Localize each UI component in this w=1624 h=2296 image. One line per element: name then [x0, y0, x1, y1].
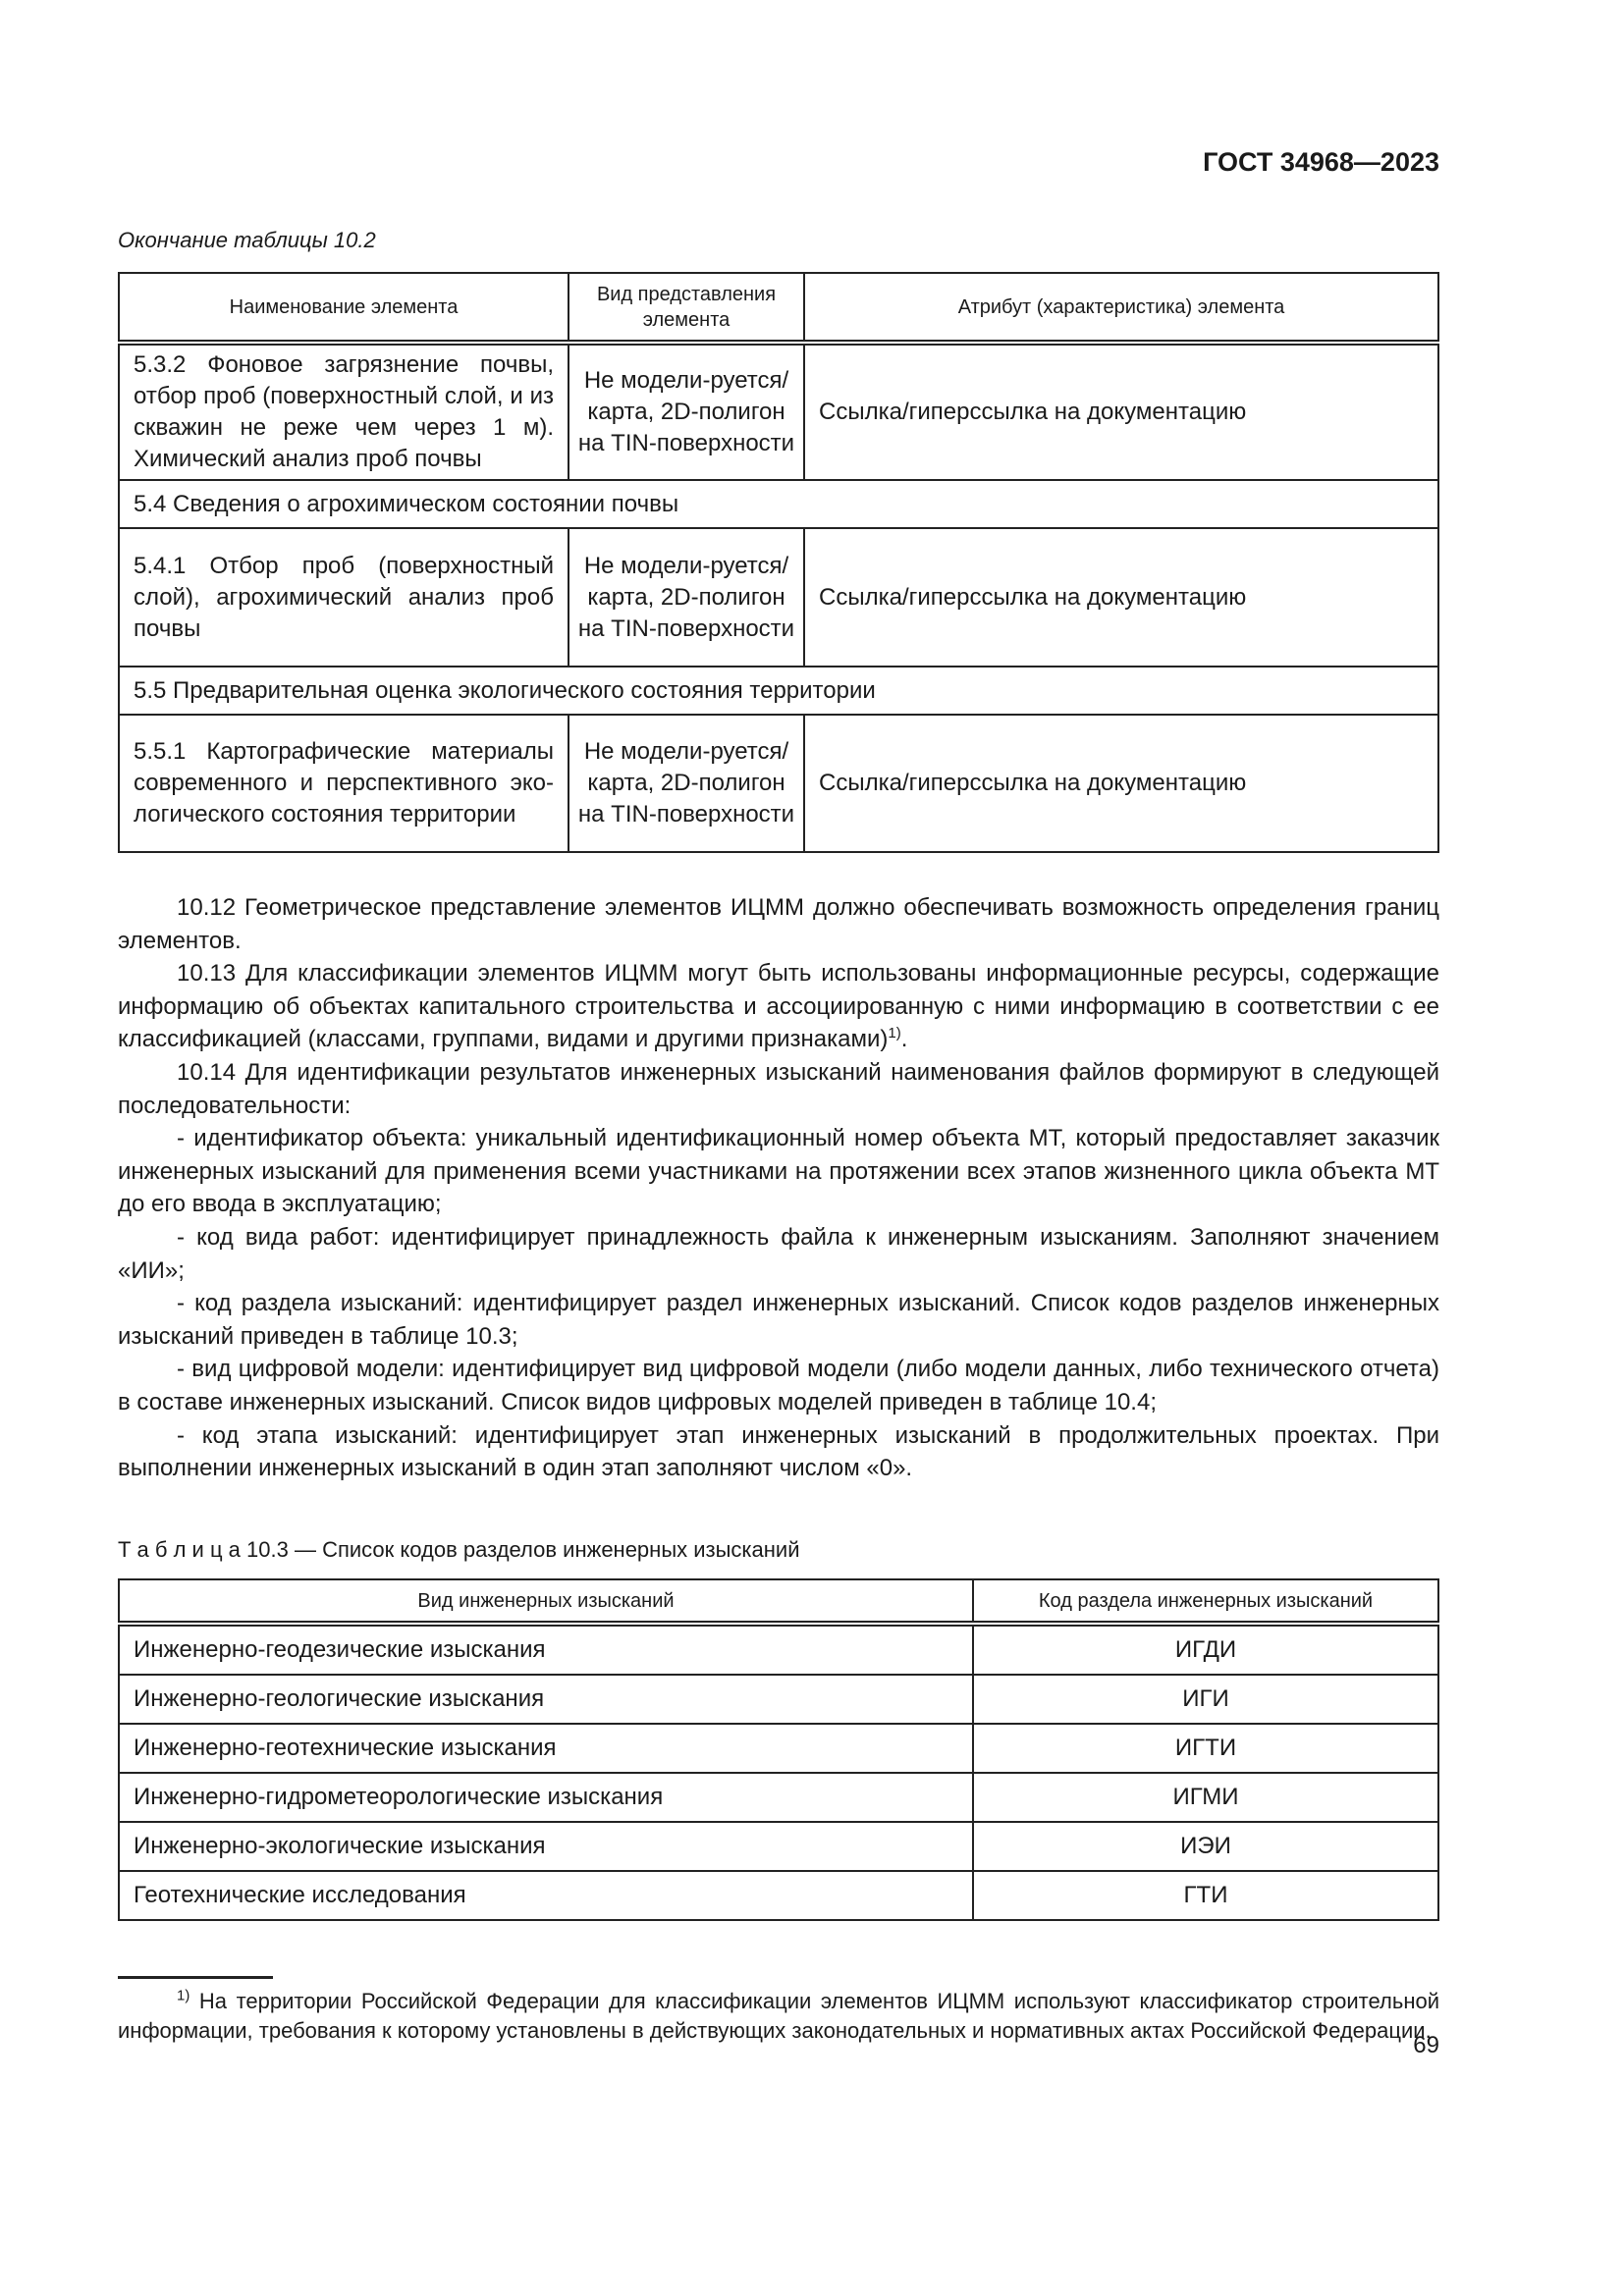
- survey-type: Инженерно-геологические изыскания: [119, 1675, 973, 1724]
- footnote-mark: 1): [177, 1987, 190, 2004]
- table-row: [119, 1724, 1438, 1773]
- footnote-text: На территории Российской Федерации для классификации элементов ИЦММ используют классификатор строительной информации, требования к которому установлены в действующих законодательных и нормативных актах Российской Федерации.: [118, 1989, 1439, 2043]
- footnote-reference[interactable]: 1): [888, 1025, 901, 1042]
- survey-code: ИГДИ: [973, 1624, 1438, 1675]
- column-header: Вид представления элемента: [568, 273, 804, 343]
- table-row: [119, 1624, 1438, 1675]
- section-row: [119, 667, 1438, 715]
- document-header: ГОСТ 34968—2023: [1203, 147, 1439, 177]
- paragraph: [118, 957, 1439, 1056]
- element-attribute: Ссылка/гиперссылка на документацию: [804, 343, 1438, 480]
- table-row: [119, 1773, 1438, 1822]
- paragraph-end: .: [900, 1026, 908, 1053]
- table-row: [119, 1871, 1438, 1920]
- element-name: 5.3.2 Фоновое загрязнение почвы, отбор проб (поверхностный слой, и из скважин не реже чем через 1 м). Химический анализ проб почвы: [119, 343, 568, 480]
- element-attribute: Ссылка/гиперссылка на документацию: [804, 715, 1438, 852]
- survey-type: Инженерно-экологические изыскания: [119, 1822, 973, 1871]
- survey-type: Инженерно-геодезические изыскания: [119, 1624, 973, 1675]
- column-header: Наименование элемента: [119, 273, 568, 343]
- list-item: - код вида работ: идентифицирует принадлежность файла к инженерным изысканиям. Заполняют значением «ИИ»;: [118, 1223, 1439, 1284]
- survey-code: ГТИ: [973, 1871, 1438, 1920]
- section-title: 5.5 Предварительная оценка экологического состояния территории: [119, 667, 1438, 715]
- survey-code: ИГМИ: [973, 1773, 1438, 1822]
- survey-code: ИГТИ: [973, 1724, 1438, 1773]
- footnote: [118, 1987, 1439, 2046]
- table-row: [119, 1675, 1438, 1724]
- element-view: Не модели-руется/карта, 2D-полигон на TIN-поверхности: [568, 715, 804, 852]
- table-10-3-caption: Т а б л и ц а 10.3 — Список кодов разделов инженерных изысканий: [118, 1537, 800, 1562]
- section-row: [119, 480, 1438, 528]
- section-title: 5.4 Сведения о агрохимическом состоянии почвы: [119, 480, 1438, 528]
- element-view: Не модели-руется/карта, 2D-полигон на TIN-поверхности: [568, 343, 804, 480]
- paragraph: 10.12 Геометрическое представление элементов ИЦММ должно обеспечивать возможность определения границ элементов.: [118, 894, 1439, 954]
- element-name: 5.4.1 Отбор проб (поверхностный слой), агрохимический анализ проб почвы: [119, 528, 568, 667]
- list-item: - код раздела изысканий: идентифицирует раздел инженерных изысканий. Список кодов разделов инженерных изысканий приведен в таблице 10.3;: [118, 1290, 1439, 1350]
- table-row: [119, 715, 1438, 852]
- survey-type: Инженерно-геотехнические изыскания: [119, 1724, 973, 1773]
- body-text: [118, 891, 1439, 1485]
- survey-code: ИЭИ: [973, 1822, 1438, 1871]
- element-name: 5.5.1 Картографические материалы современного и перспективного эко-логического состояния территории: [119, 715, 568, 852]
- list-item: - идентификатор объекта: уникальный идентификационный номер объекта МТ, который предоставляет заказчик инженерных изысканий для применения всеми участниками на протяжении всех этапов жизненного цикла объекта МТ до его ввода в эксплуатацию;: [118, 1125, 1439, 1218]
- table-10-3: [118, 1578, 1439, 1921]
- element-view: Не модели-руется/карта, 2D-полигон на TIN-поверхности: [568, 528, 804, 667]
- paragraph-text: 10.13 Для классификации элементов ИЦММ могут быть использованы информационные ресурсы, содержащие информацию об объектах капитального строительства и ассоциированную с ними информацию в соответствии с ее классификацией (классами, группами, видами и другими признаками): [118, 960, 1439, 1053]
- footnote-divider: [118, 1976, 273, 1979]
- table-10-2-caption: Окончание таблицы 10.2: [118, 228, 376, 252]
- survey-type: Инженерно-гидрометеорологические изыскания: [119, 1773, 973, 1822]
- paragraph: 10.14 Для идентификации результатов инженерных изысканий наименования файлов формируют в следующей последовательности:: [118, 1058, 1439, 1119]
- column-header: Вид инженерных изысканий: [119, 1579, 973, 1624]
- table-row: [119, 343, 1438, 480]
- table-row: [119, 1822, 1438, 1871]
- survey-type: Геотехнические исследования: [119, 1871, 973, 1920]
- table-row: [119, 528, 1438, 667]
- page-number: 69: [1413, 2032, 1439, 2058]
- column-header: Код раздела инженерных изысканий: [973, 1579, 1438, 1624]
- survey-code: ИГИ: [973, 1675, 1438, 1724]
- column-header: Атрибут (характеристика) элемента: [804, 273, 1438, 343]
- table-10-2: [118, 272, 1439, 853]
- element-attribute: Ссылка/гиперссылка на документацию: [804, 528, 1438, 667]
- list-item: - вид цифровой модели: идентифицирует вид цифровой модели (либо модели данных, либо технического отчета) в составе инженерных изысканий. Список видов цифровых моделей приведен в таблице 10.4;: [118, 1356, 1439, 1415]
- list-item: - код этапа изысканий: идентифицирует этап инженерных изысканий в продолжительных проектах. При выполнении инженерных изысканий в один этап заполняют числом «0».: [118, 1421, 1439, 1482]
